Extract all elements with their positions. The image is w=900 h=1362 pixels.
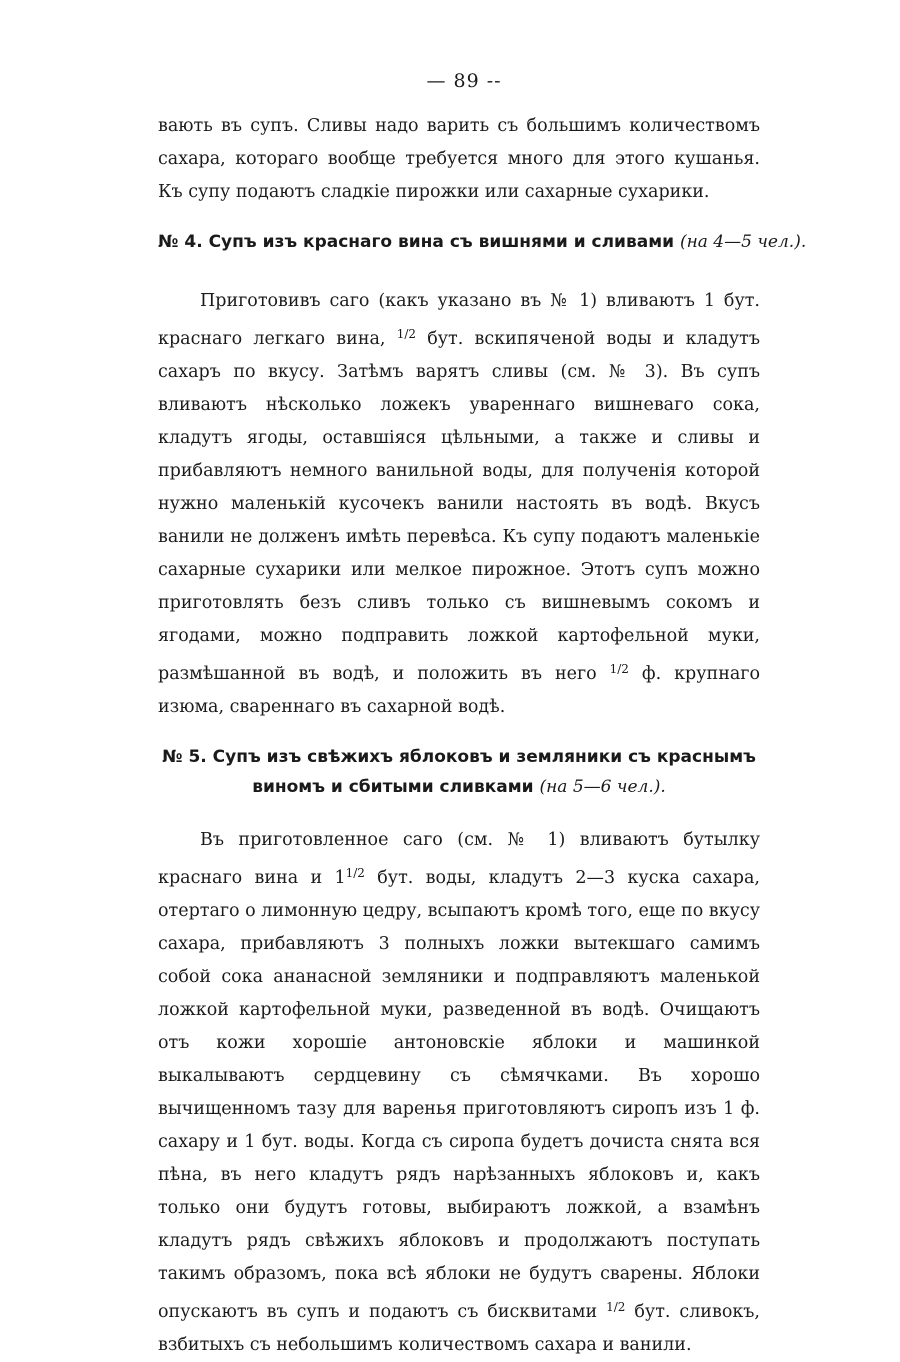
- recipe-5-title-line-1: № 5. Супъ изъ свѣжихъ яблоковъ и земляники съ краснымъ: [162, 747, 756, 767]
- recipe-5-heading: [158, 742, 760, 802]
- recipe-5-servings: (на 5—6 чел.).: [539, 777, 666, 797]
- recipe-4-text-2: бут. вскипяченой воды и кладутъ сахаръ по вкусу. Затѣмъ варятъ сливы (см. № 3). Въ супъ вливаютъ нѣсколько ложекъ увареннаго вишневаго сока, кладутъ ягоды, оставшіяся цѣльными, а также и сливы и прибавляютъ немного ванильной воды, для полученія которой нужно маленькій кусочекъ ванили настоять въ водѣ. Вкусъ ванили не долженъ имѣть перевѣса. Къ супу подаютъ маленькіе сахарные сухарики или мелкое пирожное. Этотъ супъ можно приготовлять безъ сливъ только съ вишневымъ сокомъ и ягодами, можно подправить ложкой картофельной муки, размѣшанной въ водѣ, и положить въ него: [158, 329, 760, 684]
- page-number: — 89 --: [426, 70, 502, 92]
- recipe-5-title-line-2: виномъ и сбитыми сливками: [252, 777, 534, 797]
- recipe-4-title: № 4. Супъ изъ краснаго вина съ вишнями и сливами: [158, 232, 675, 252]
- recipe-5-text-1: Въ приготовленное саго (см. № 1) вливаютъ бутылку краснаго вина и 1: [158, 830, 760, 888]
- recipe-5-text-3: бут. сливокъ, взбитыхъ съ небольшимъ количествомъ сахара и ванили.: [158, 1302, 760, 1355]
- recipe-4-paragraph: [158, 285, 760, 724]
- recipe-4-heading: [158, 227, 807, 257]
- fraction-half: 1/2: [606, 1300, 626, 1314]
- fraction-half: 1/2: [345, 866, 365, 880]
- recipe-5-text-2: бут. воды, кладутъ 2—3 куска сахара, отертаго о лимонную цедру, всыпаютъ кромѣ того, еще по вкусу сахара, прибавляютъ 3 полныхъ ложки вытекшаго самимъ собой сока ананасной земляники и подправляютъ маленькой ложкой картофельной муки, разведенной въ водѣ. Очищаютъ отъ кожи хорошіе антоновскіе яблоки и машинкой выкалываютъ сердцевину съ сѣмячками. Въ хорошо вычищенномъ тазу для варенья приготовляютъ сиропъ изъ 1 ф. сахару и 1 бут. воды. Когда съ сиропа будетъ дочиста снята вся пѣна, въ него кладутъ рядъ нарѣзанныхъ яблоковъ и, какъ только они будутъ готовы, выбираютъ ложкой, а взамѣнъ кладутъ рядъ свѣжихъ яблоковъ и продолжаютъ поступать такимъ образомъ, пока всѣ яблоки не будутъ сварены. Яблоки опускаютъ въ супъ и подаютъ съ бисквитами: [158, 868, 760, 1322]
- recipe-4-servings: (на 4—5 чел.).: [679, 232, 807, 252]
- continuation-paragraph: вають въ супъ. Сливы надо варить съ большимъ количествомъ сахара, котораго вообще требуется много для этого кушанья. Къ супу подаютъ сладкіе пирожки или сахарные сухарики.: [158, 116, 760, 202]
- fraction-half: 1/2: [609, 662, 629, 676]
- recipe-4-text-3: ф. крупнаго изюма, свареннаго въ сахарной водѣ.: [158, 664, 760, 717]
- recipe-5-paragraph: [158, 824, 760, 1362]
- recipe-4-text-1: Приготовивъ саго (какъ указано въ № 1) вливаютъ 1 бут. краснаго легкаго вина,: [158, 291, 760, 349]
- fraction-half: 1/2: [396, 327, 416, 341]
